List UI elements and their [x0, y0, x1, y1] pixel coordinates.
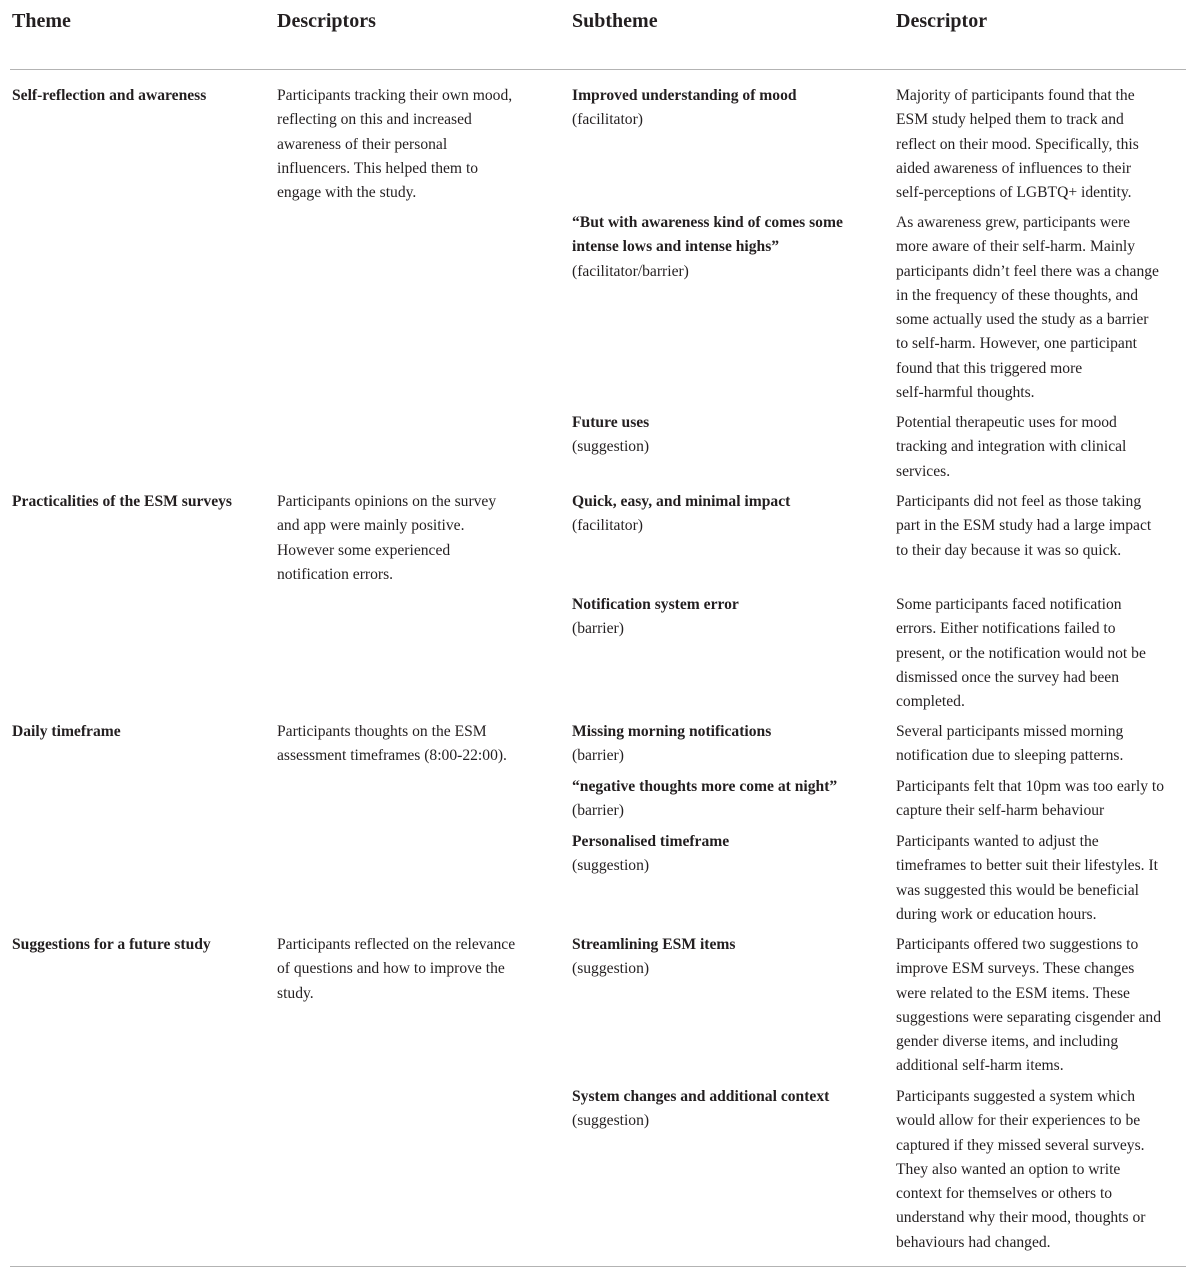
text-line: tracking and integration with clinical: [896, 438, 1127, 456]
subtheme-type: (suggestion): [572, 438, 650, 456]
text-line: to their day because it was so quick.: [896, 541, 1122, 559]
subtheme-type: (facilitator): [572, 517, 643, 535]
text-line: Potential therapeutic uses for mood: [896, 414, 1117, 431]
subtheme-title: Streamlining ESM items: [572, 936, 736, 953]
text-line: reflecting on this and increased: [277, 111, 472, 129]
text-line: and app were mainly positive.: [277, 517, 465, 535]
text-line: timeframes to better suit their lifestyles. It: [896, 857, 1158, 875]
text-line: suggestions were separating cisgender and: [896, 1008, 1162, 1026]
subtheme-title: Improved understanding of mood: [572, 87, 797, 104]
text-line: reflect on their mood. Specifically, this: [896, 135, 1139, 153]
text-line: services.: [896, 462, 951, 480]
text-line: aided awareness of influences to their: [896, 159, 1132, 177]
theme-cell: Practicalities of the ESM surveys: [12, 493, 232, 510]
text-line: during work or education hours.: [896, 905, 1097, 923]
descriptor-cell: [896, 593, 1196, 714]
text-line: They also wanted an option to write: [896, 1160, 1121, 1178]
text-line: more aware of their self-harm. Mainly: [896, 238, 1136, 256]
subtheme-title: Quick, easy, and minimal impact: [572, 493, 791, 510]
subtheme-type: (facilitator): [572, 111, 643, 129]
text-line: Several participants missed morning: [896, 723, 1124, 740]
text-line: assessment timeframes (8:00-22:00).: [277, 747, 507, 765]
text-line: notification errors.: [277, 565, 394, 583]
text-line: notification due to sleeping patterns.: [896, 747, 1124, 765]
text-line: was suggested this would be beneficial: [896, 881, 1139, 899]
descriptor-cell: [896, 1085, 1196, 1255]
theme-cell: Suggestions for a future study: [12, 936, 211, 953]
subtheme-type: (suggestion): [572, 857, 650, 875]
text-line: context for themselves or others to: [896, 1185, 1113, 1203]
theme-cell: Self-reflection and awareness: [12, 87, 207, 104]
text-line: understand why their mood, thoughts or: [896, 1209, 1146, 1227]
text-line: engage with the study.: [277, 184, 417, 202]
descriptor-cell: [896, 411, 1196, 484]
text-line: Participants suggested a system which: [896, 1088, 1136, 1105]
text-line: Participants opinions on the survey: [277, 493, 497, 510]
text-line: However some experienced: [277, 541, 451, 559]
subtheme-cell: [572, 593, 882, 642]
subtheme-type: (facilitator/barrier): [572, 262, 689, 280]
text-line: additional self-harm items.: [896, 1057, 1064, 1075]
header-theme: Theme: [12, 10, 71, 32]
text-line: were related to the ESM items. These: [896, 984, 1130, 1002]
text-line: study.: [277, 984, 314, 1002]
subtheme-cell: [572, 830, 882, 879]
subtheme-type: (suggestion): [572, 960, 650, 978]
subtheme-title: Future uses: [572, 414, 650, 431]
text-line: participants didn’t feel there was a change: [896, 262, 1159, 280]
header-subtheme: Subtheme: [572, 10, 658, 32]
subtheme-cell: [572, 720, 882, 769]
text-line: in the frequency of these thoughts, and: [896, 286, 1139, 304]
text-line: behaviours had changed.: [896, 1233, 1051, 1251]
text-line: captured if they missed several surveys.: [896, 1136, 1145, 1154]
subtheme-cell: [572, 1085, 882, 1134]
subtheme-type: (barrier): [572, 802, 624, 820]
subtheme-title: intense lows and intense highs”: [572, 238, 780, 256]
subtheme-type: (barrier): [572, 747, 624, 765]
text-line: Some participants faced notification: [896, 596, 1122, 613]
subtheme-cell: [572, 84, 882, 133]
text-line: self-perceptions of LGBTQ+ identity.: [896, 184, 1132, 202]
subtheme-title: System changes and additional context: [572, 1088, 830, 1105]
subtheme-cell: [572, 933, 882, 982]
descriptors-cell: [277, 933, 552, 1006]
descriptors-cell: [277, 84, 552, 205]
subtheme-type: (suggestion): [572, 1112, 650, 1130]
text-line: gender diverse items, and including: [896, 1033, 1119, 1051]
text-line: As awareness grew, participants were: [896, 214, 1131, 231]
subtheme-cell: [572, 490, 882, 539]
subtheme-title: “negative thoughts more come at night”: [572, 778, 838, 795]
descriptors-cell: [277, 720, 552, 769]
text-line: awareness of their personal: [277, 135, 448, 153]
descriptor-cell: [896, 830, 1196, 927]
text-line: errors. Either notifications failed to: [896, 620, 1116, 638]
text-line: Participants tracking their own mood,: [277, 87, 513, 104]
text-line: completed.: [896, 693, 965, 711]
theme-cell: Daily timeframe: [12, 723, 121, 740]
text-line: Participants felt that 10pm was too early to: [896, 778, 1165, 795]
subtheme-title: Notification system error: [572, 596, 739, 613]
text-line: found that this triggered more: [896, 359, 1083, 377]
header-rule: [10, 69, 1186, 70]
subtheme-cell: [572, 411, 882, 460]
text-line: part in the ESM study had a large impact: [896, 517, 1152, 535]
subtheme-type: (barrier): [572, 620, 624, 638]
bottom-rule: [10, 1266, 1186, 1267]
descriptor-cell: [896, 84, 1196, 205]
text-line: dismissed once the survey had been: [896, 668, 1120, 686]
subtheme-title: Missing morning notifications: [572, 723, 772, 740]
descriptor-cell: [896, 933, 1196, 1079]
text-line: Majority of participants found that the: [896, 87, 1135, 104]
text-line: present, or the notification would not be: [896, 644, 1146, 662]
text-line: influencers. This helped them to: [277, 159, 479, 177]
text-line: would allow for their experiences to be: [896, 1112, 1141, 1130]
text-line: Participants did not feel as those taking: [896, 493, 1142, 510]
text-line: Participants reflected on the relevance: [277, 936, 516, 953]
descriptor-cell: [896, 720, 1196, 769]
text-line: Participants wanted to adjust the: [896, 833, 1099, 850]
subtheme-title: Personalised timeframe: [572, 833, 730, 850]
header-descriptor: Descriptor: [896, 10, 988, 32]
text-line: capture their self-harm behaviour: [896, 802, 1105, 820]
text-line: some actually used the study as a barrier: [896, 311, 1149, 329]
text-line: to self-harm. However, one participant: [896, 335, 1137, 353]
text-line: self-harmful thoughts.: [896, 384, 1035, 402]
text-line: Participants thoughts on the ESM: [277, 723, 487, 740]
descriptor-cell: [896, 490, 1196, 563]
descriptors-cell: [277, 490, 552, 587]
text-line: Participants offered two suggestions to: [896, 936, 1139, 953]
descriptor-cell: [896, 775, 1196, 824]
text-line: ESM study helped them to track and: [896, 111, 1124, 129]
subtheme-title: “But with awareness kind of comes some: [572, 214, 843, 231]
subtheme-cell: [572, 211, 882, 284]
subtheme-cell: [572, 775, 882, 824]
text-line: improve ESM surveys. These changes: [896, 960, 1135, 978]
header-descriptors: Descriptors: [277, 10, 376, 32]
text-line: of questions and how to improve the: [277, 960, 505, 978]
descriptor-cell: [896, 211, 1196, 405]
